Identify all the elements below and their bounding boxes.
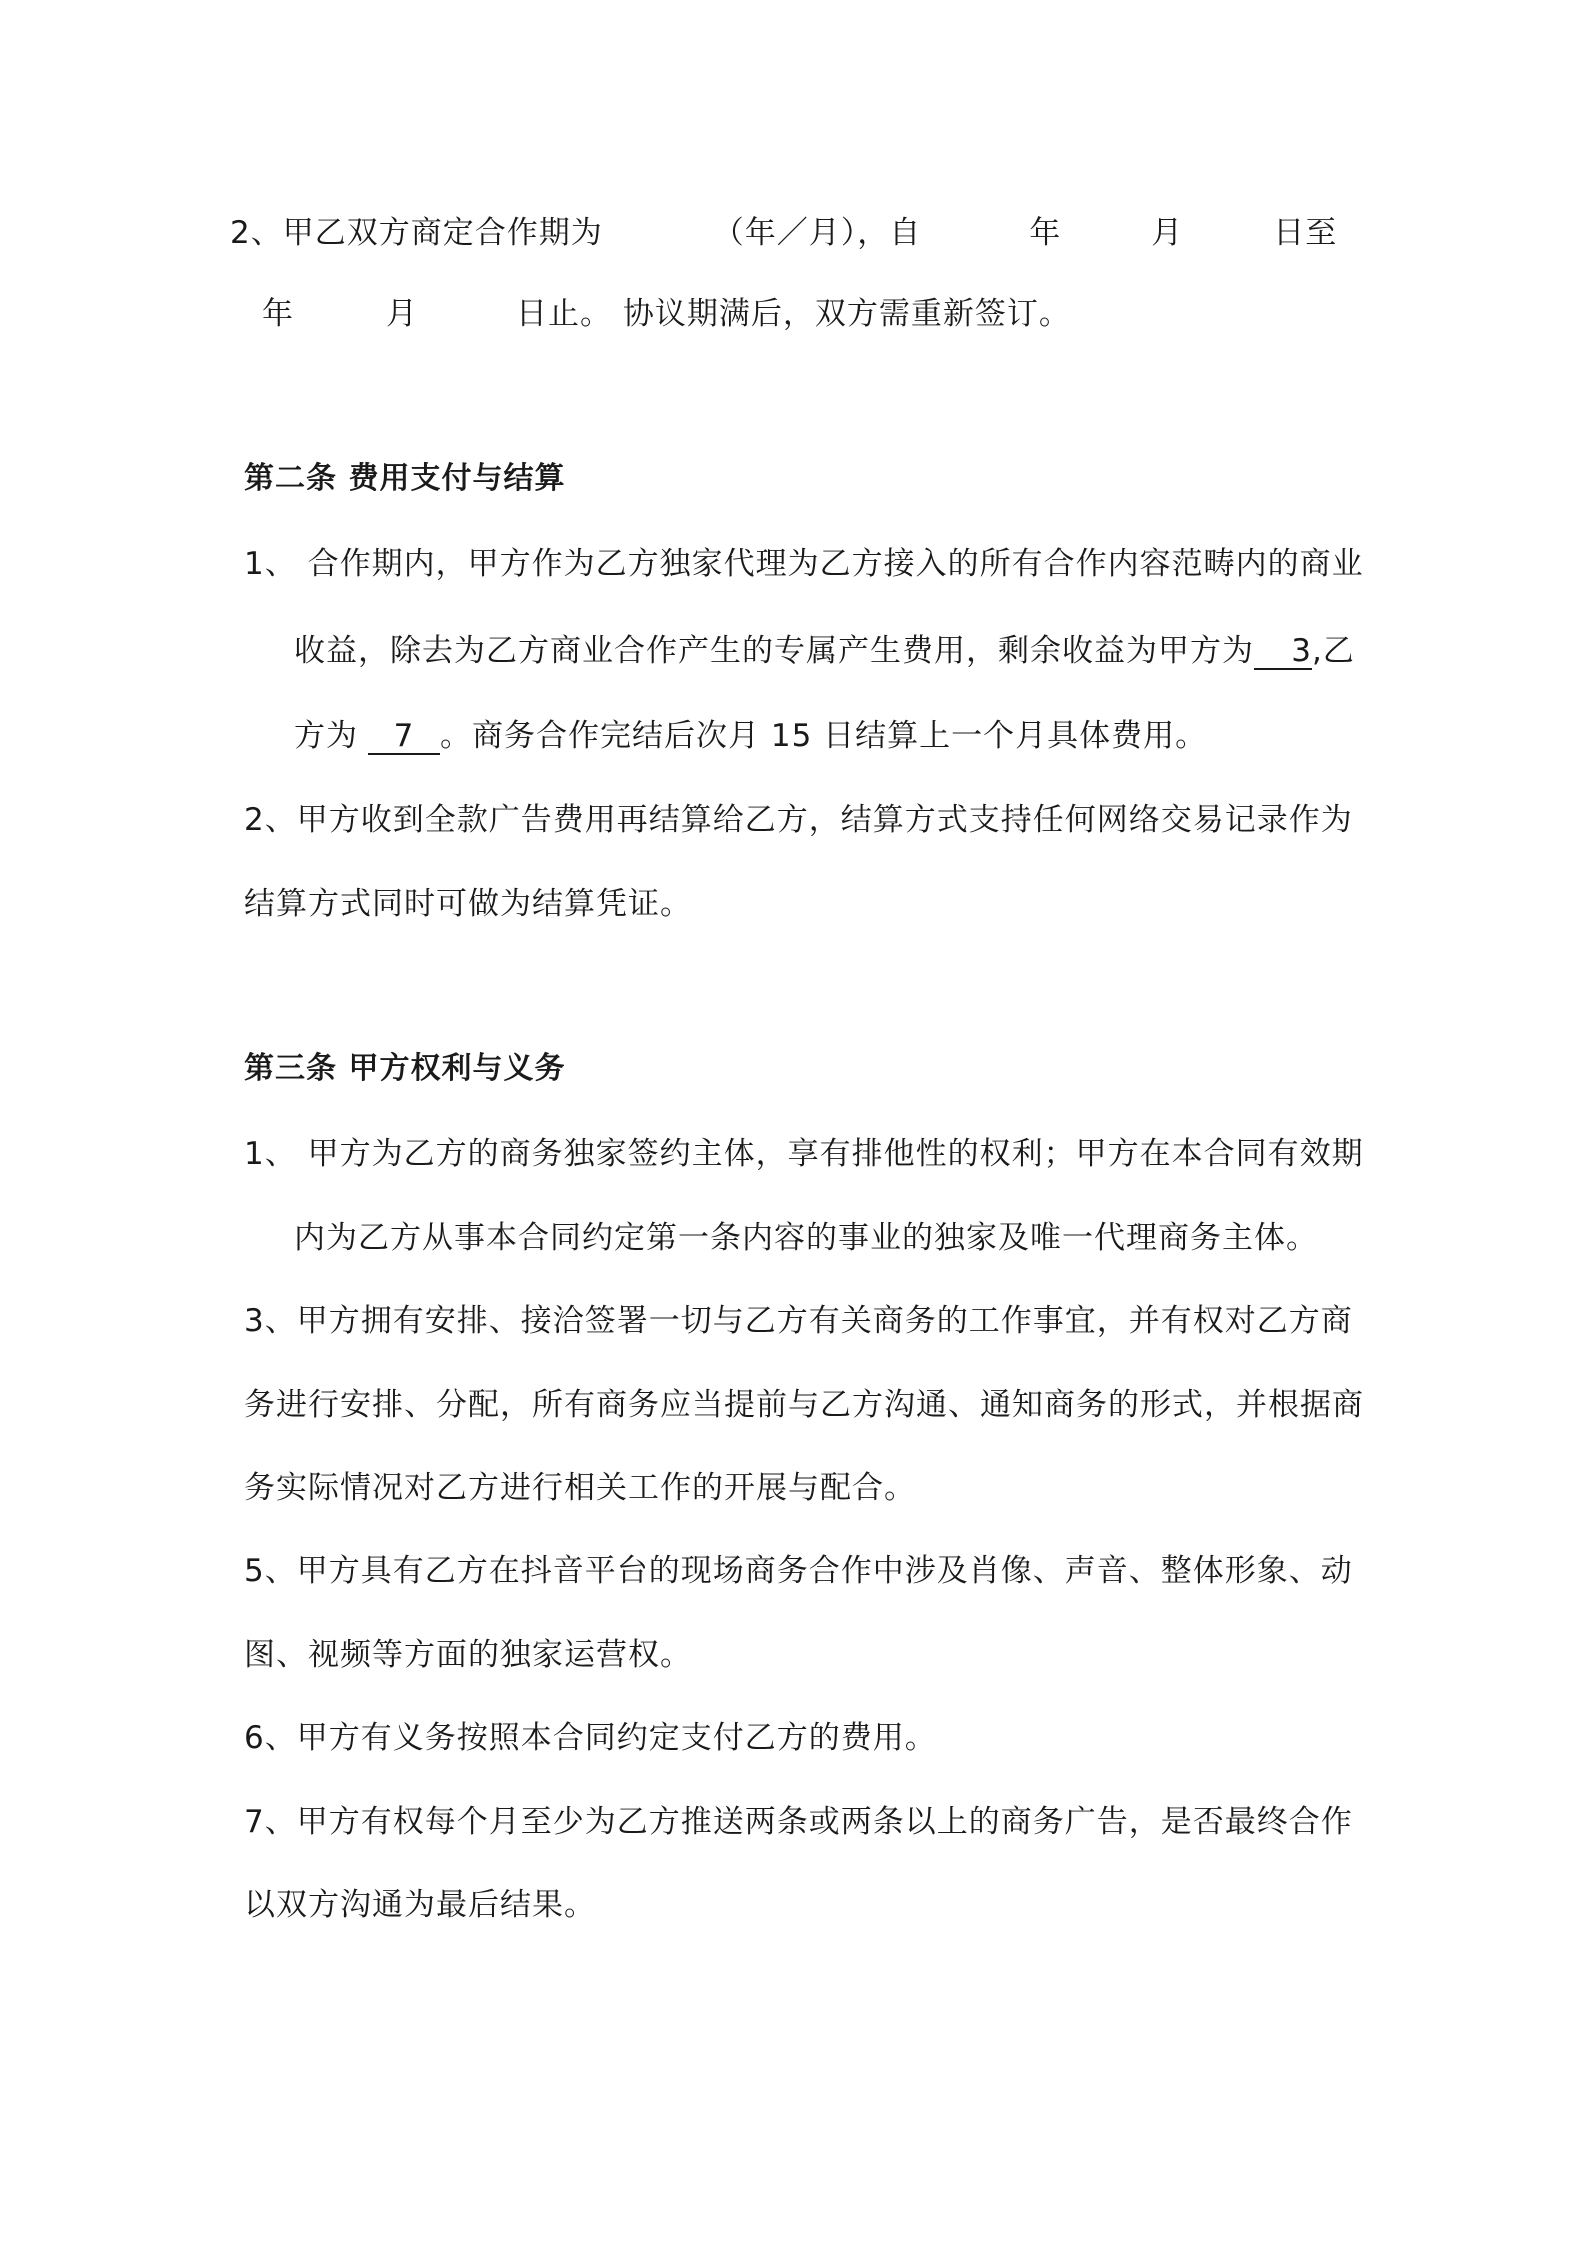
article-3-item-3-line-2: 务进行安排、分配，所有商务应当提前与乙方沟通、通知商务的形式，并根据商 — [244, 1387, 1364, 1423]
article-3-item-7-line-1: 7、甲方有权每个月至少为乙方推送两条或两条以上的商务广告，是否最终合作 — [244, 1804, 1353, 1840]
end-year-label: 年 — [262, 296, 294, 332]
article-3-item-3-line-1: 3、甲方拥有安排、接洽签署一切与乙方有关商务的工作事宜，并有权对乙方商 — [244, 1303, 1353, 1339]
article-3-item-5-line-2: 图、视频等方面的独家运营权。 — [244, 1637, 692, 1673]
article-2-item-1-line-3 — [294, 716, 1207, 756]
end-month-label: 月 — [386, 296, 418, 332]
start-day-label: 日至 — [1273, 215, 1338, 251]
party-b-share-value: 7 — [368, 719, 440, 755]
article-3-heading: 第三条 甲方权利与义务 — [244, 1051, 566, 1086]
article-2-item-2-line-2: 结算方式同时可做为结算凭证。 — [244, 886, 692, 922]
article-2-item-2-line-1: 2、甲方收到全款广告费用再结算给乙方，结算方式支持任何网络交易记录作为 — [244, 802, 1353, 838]
start-month-label: 月 — [1151, 215, 1184, 251]
end-day-text: 日止。 协议期满后，双方需重新签订。 — [516, 296, 1071, 332]
cooperation-period-unit: （年／月），自 — [712, 215, 922, 251]
article-2-heading: 第二条 费用支付与结算 — [244, 461, 566, 496]
cooperation-period-line-1 — [230, 213, 1337, 253]
article-3-item-1-line-2: 内为乙方从事本合同约定第一条内容的事业的独家及唯一代理商务主体。 — [294, 1220, 1318, 1256]
settlement-text: 。商务合作完结后次月 15 日结算上一个月具体费用。 — [440, 718, 1208, 754]
article-3-item-1-line-1: 1、 甲方为乙方的商务独家签约主体，享有排他性的权利；甲方在本合同有效期 — [244, 1136, 1364, 1172]
article-2-item-1-line-1: 1、 合作期内，甲方作为乙方独家代理为乙方接入的所有合作内容范畴内的商业 — [244, 546, 1364, 582]
article-3-item-5-line-1: 5、甲方具有乙方在抖音平台的现场商务合作中涉及肖像、声音、整体形象、动 — [244, 1553, 1353, 1589]
party-b-prefix: ,乙 — [1312, 633, 1355, 669]
cooperation-period-text: 2、甲乙双方商定合作期为 — [230, 215, 603, 251]
party-b-label: 方为 — [294, 718, 358, 754]
article-2-item-1-line-2 — [294, 631, 1355, 671]
party-a-share-value: 3 — [1254, 634, 1312, 670]
article-3-item-6-line-1: 6、甲方有义务按照本合同约定支付乙方的费用。 — [244, 1720, 937, 1756]
article-3-item-7-line-2: 以双方沟通为最后结果。 — [244, 1887, 596, 1923]
start-year-label: 年 — [1029, 215, 1062, 251]
cooperation-period-line-2 — [262, 294, 1071, 334]
article-3-item-3-line-3: 务实际情况对乙方进行相关工作的开展与配合。 — [244, 1470, 916, 1506]
revenue-share-text: 收益，除去为乙方商业合作产生的专属产生费用，剩余收益为甲方为 — [294, 633, 1254, 669]
